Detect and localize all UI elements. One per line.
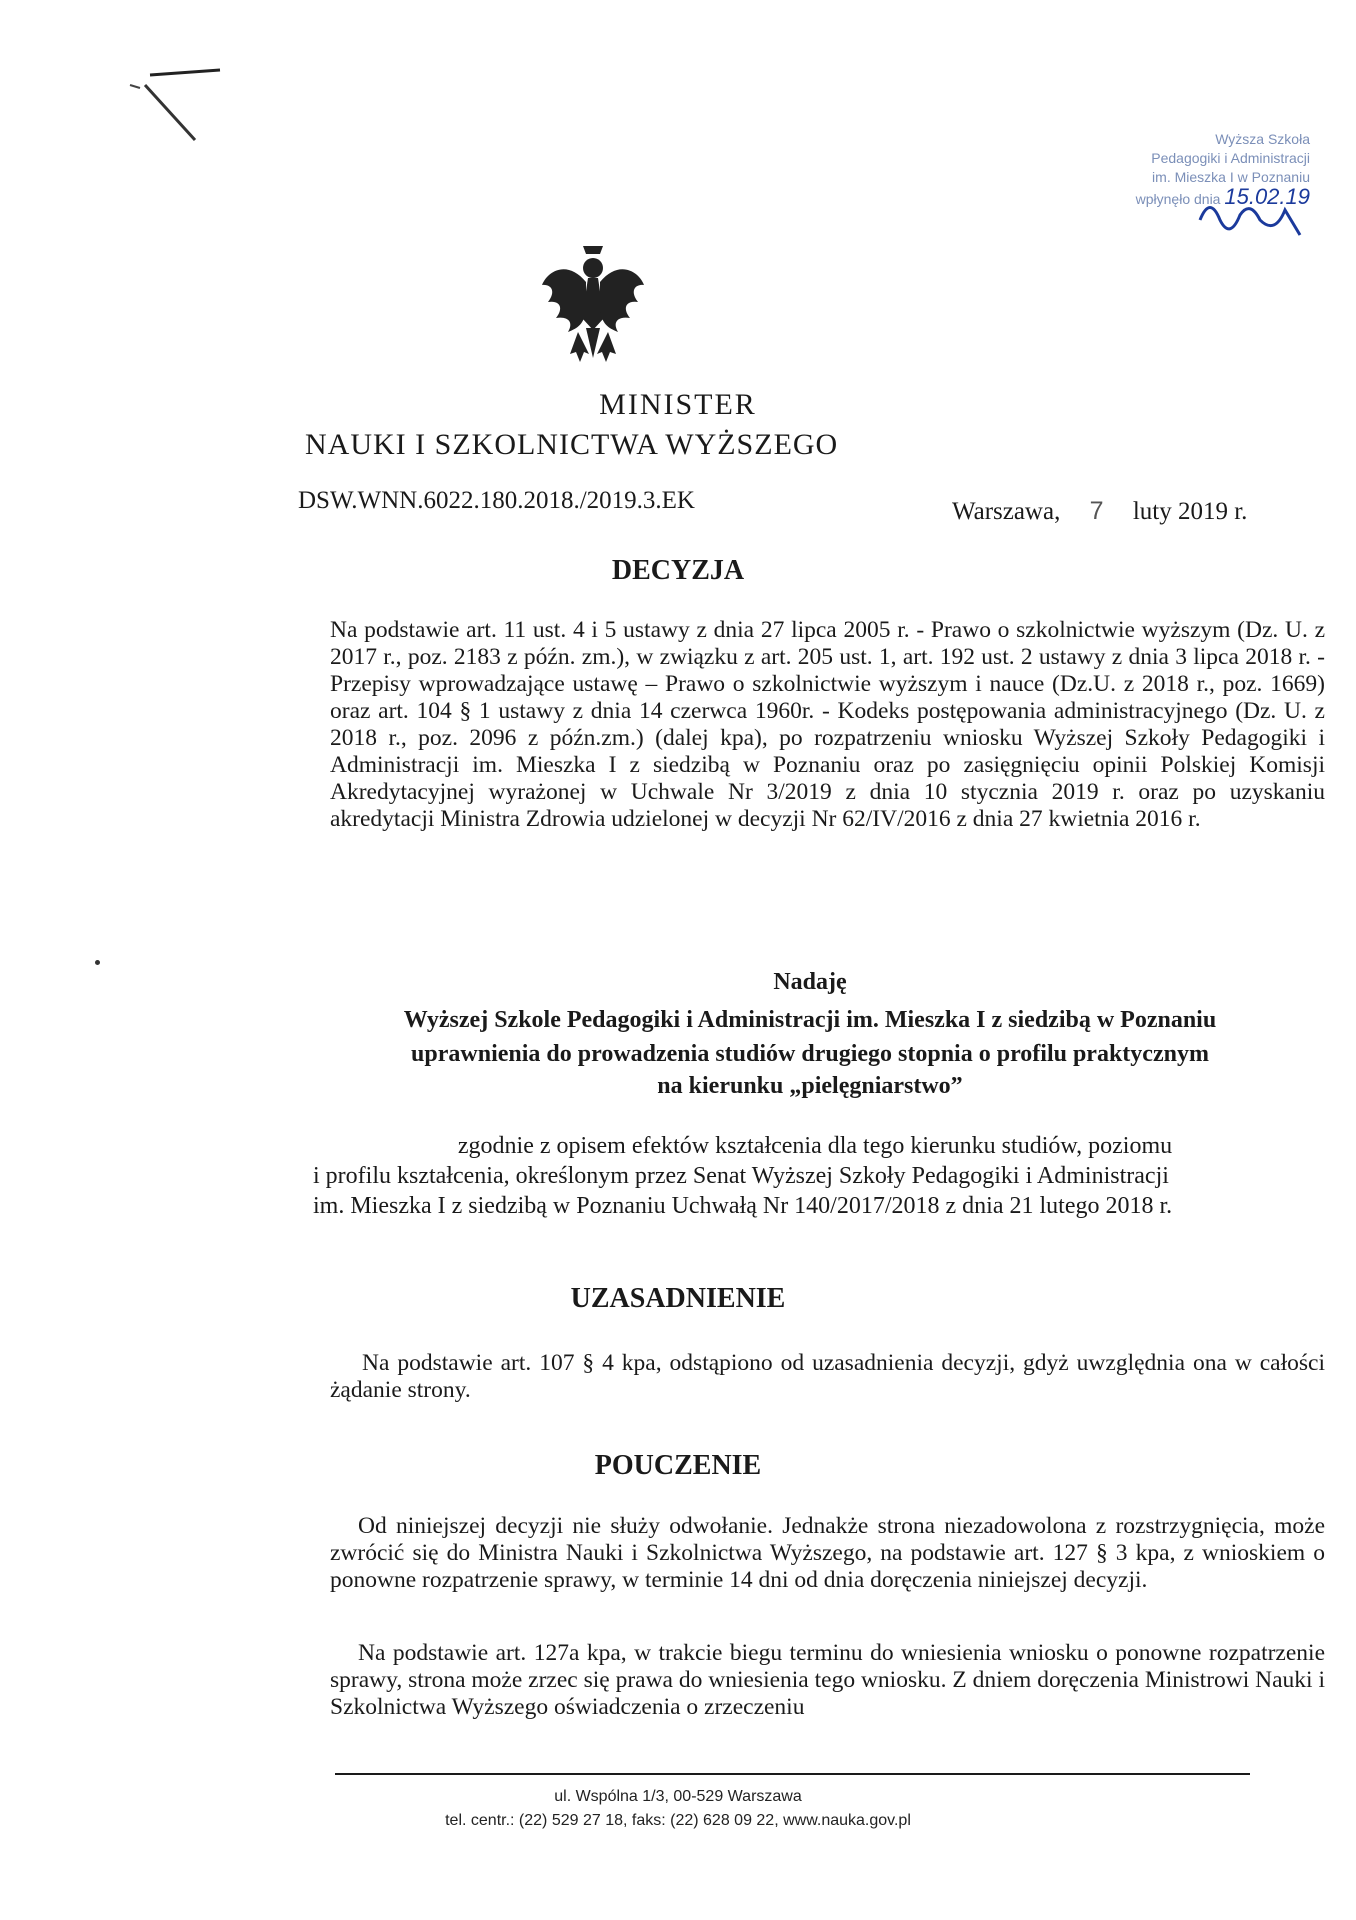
conformity-line-1: zgodnie z opisem efektów kształcenia dla tego kierunku studiów, poziomu — [457, 1133, 1173, 1159]
scan-speck — [95, 960, 100, 965]
ministry-name: NAUKI I SZKOLNICTWA WYŻSZEGO — [305, 428, 839, 461]
footer-divider — [335, 1773, 1250, 1775]
grant-line-2: uprawnienia do prowadzenia studiów drugiego stopnia o profilu praktycznym — [411, 1041, 1209, 1067]
conformity-line-2: i profilu kształcenia, określonym przez Senat Wyższej Szkoły Pedagogiki i Administracji — [313, 1163, 1169, 1189]
stamp-line2: Pedagogiki i Administracji — [1151, 150, 1310, 166]
footer-contact: tel. centr.: (22) 529 27 18, faks: (22) 628 09 22, www.nauka.gov.pl — [445, 1812, 911, 1829]
instruction-paragraph-2: Na podstawie art. 127a kpa, w trakcie biegu terminu do wniesienia wniosku o ponowne rozpatrzenie sprawy, strona może zrzec się prawa do wniesienia tego wniosku. Z dniem doręczenia Ministrowi Nauki i Szkolnictwa Wyższego oświadczenia o zrzeczeniu — [330, 1640, 1325, 1720]
justification-text: Na podstawie art. 107 § 4 kpa, odstąpiono od uzasadnienia decyzji, gdyż uwzględnia ona w całości żądanie strony. — [330, 1350, 1325, 1403]
city: Warszawa, — [952, 498, 1061, 525]
stamp-line1: Wyższa Szkoła — [1215, 131, 1310, 147]
decision-title: DECYZJA — [611, 555, 745, 586]
conformity-line-3: im. Mieszka I z siedzibą w Poznaniu Uchwałą Nr 140/2017/2018 z dnia 21 lutego 2018 r. — [313, 1193, 1173, 1219]
receipt-stamp — [1030, 130, 1310, 209]
pen-scribble — [120, 40, 280, 150]
stamp-date: 15.02.19 — [1224, 184, 1310, 209]
stamp-signature — [1190, 190, 1320, 250]
grant-line-1: Wyższej Szkole Pedagogiki i Administracji im. Mieszka I z siedzibą w Poznaniu — [403, 1007, 1217, 1033]
grant-word: Nadaję — [773, 969, 847, 995]
decision-basis: Na podstawie art. 11 ust. 4 i 5 ustawy z dnia 27 lipca 2005 r. - Prawo o szkolnictwie wyższym (Dz. U. z 2017 r., poz. 2183 z późn. zm.), w związku z art. 205 ust. 1, art. 192 ust. 2 ustawy z dnia 3 lipca 2018 r. - Przepisy wprowadzające ustawę – Prawo o szkolnictwie wyższym i nauce (Dz.U. z 2018 r., poz. 1669) oraz art. 104 § 1 ustawy z dnia 14 czerwca 1960r. - Kodeks postępowania administracyjnego (Dz. U. z 2018 r., poz. 2096 z późn.zm.) (dalej kpa), po rozpatrzeniu wniosku Wyższej Szkoły Pedagogiki i Administracji im. Mieszka I z siedzibą w Poznaniu oraz po zasięgnięciu opinii Polskiej Komisji Akredytacyjnej wyrażonej w Uchwale Nr 3/2019 z dnia 10 stycznia 2019 r. oraz po uzyskaniu akredytacji Ministra Zdrowia udzielonej w decyzji Nr 62/IV/2016 z dnia 27 kwietnia 2016 r. — [330, 617, 1325, 832]
day-handwritten: 7 — [1089, 497, 1104, 525]
place-date — [952, 497, 1247, 526]
reference-number: DSW.WNN.6022.180.2018./2019.3.EK — [298, 487, 695, 514]
instruction-paragraph-1: Od niniejszej decyzji nie służy odwołanie. Jednakże strona niezadowolona z rozstrzygnięcia, może zwrócić się do Ministra Nauki i Szkolnictwa Wyższego, na podstawie art. 127 § 3 kpa, z wnioskiem o ponowne rozpatrzenie sprawy, w terminie 14 dni od dnia doręczenia niniejszej decyzji. — [330, 1513, 1325, 1593]
instruction-title: POUCZENIE — [594, 1450, 762, 1481]
polish-eagle-emblem-icon — [538, 240, 648, 370]
stamp-line4: wpłynęło dnia 15.02.19 — [1135, 184, 1310, 209]
footer-address: ul. Wspólna 1/3, 00-529 Warszawa — [554, 1788, 802, 1805]
stamp-line3: im. Mieszka I w Poznaniu — [1152, 169, 1310, 185]
grant-line-3: na kierunku „pielęgniarstwo” — [657, 1073, 963, 1099]
justification-title: UZASADNIENIE — [570, 1283, 786, 1314]
minister-heading: MINISTER — [599, 388, 757, 421]
month-year: luty 2019 r. — [1132, 498, 1248, 525]
